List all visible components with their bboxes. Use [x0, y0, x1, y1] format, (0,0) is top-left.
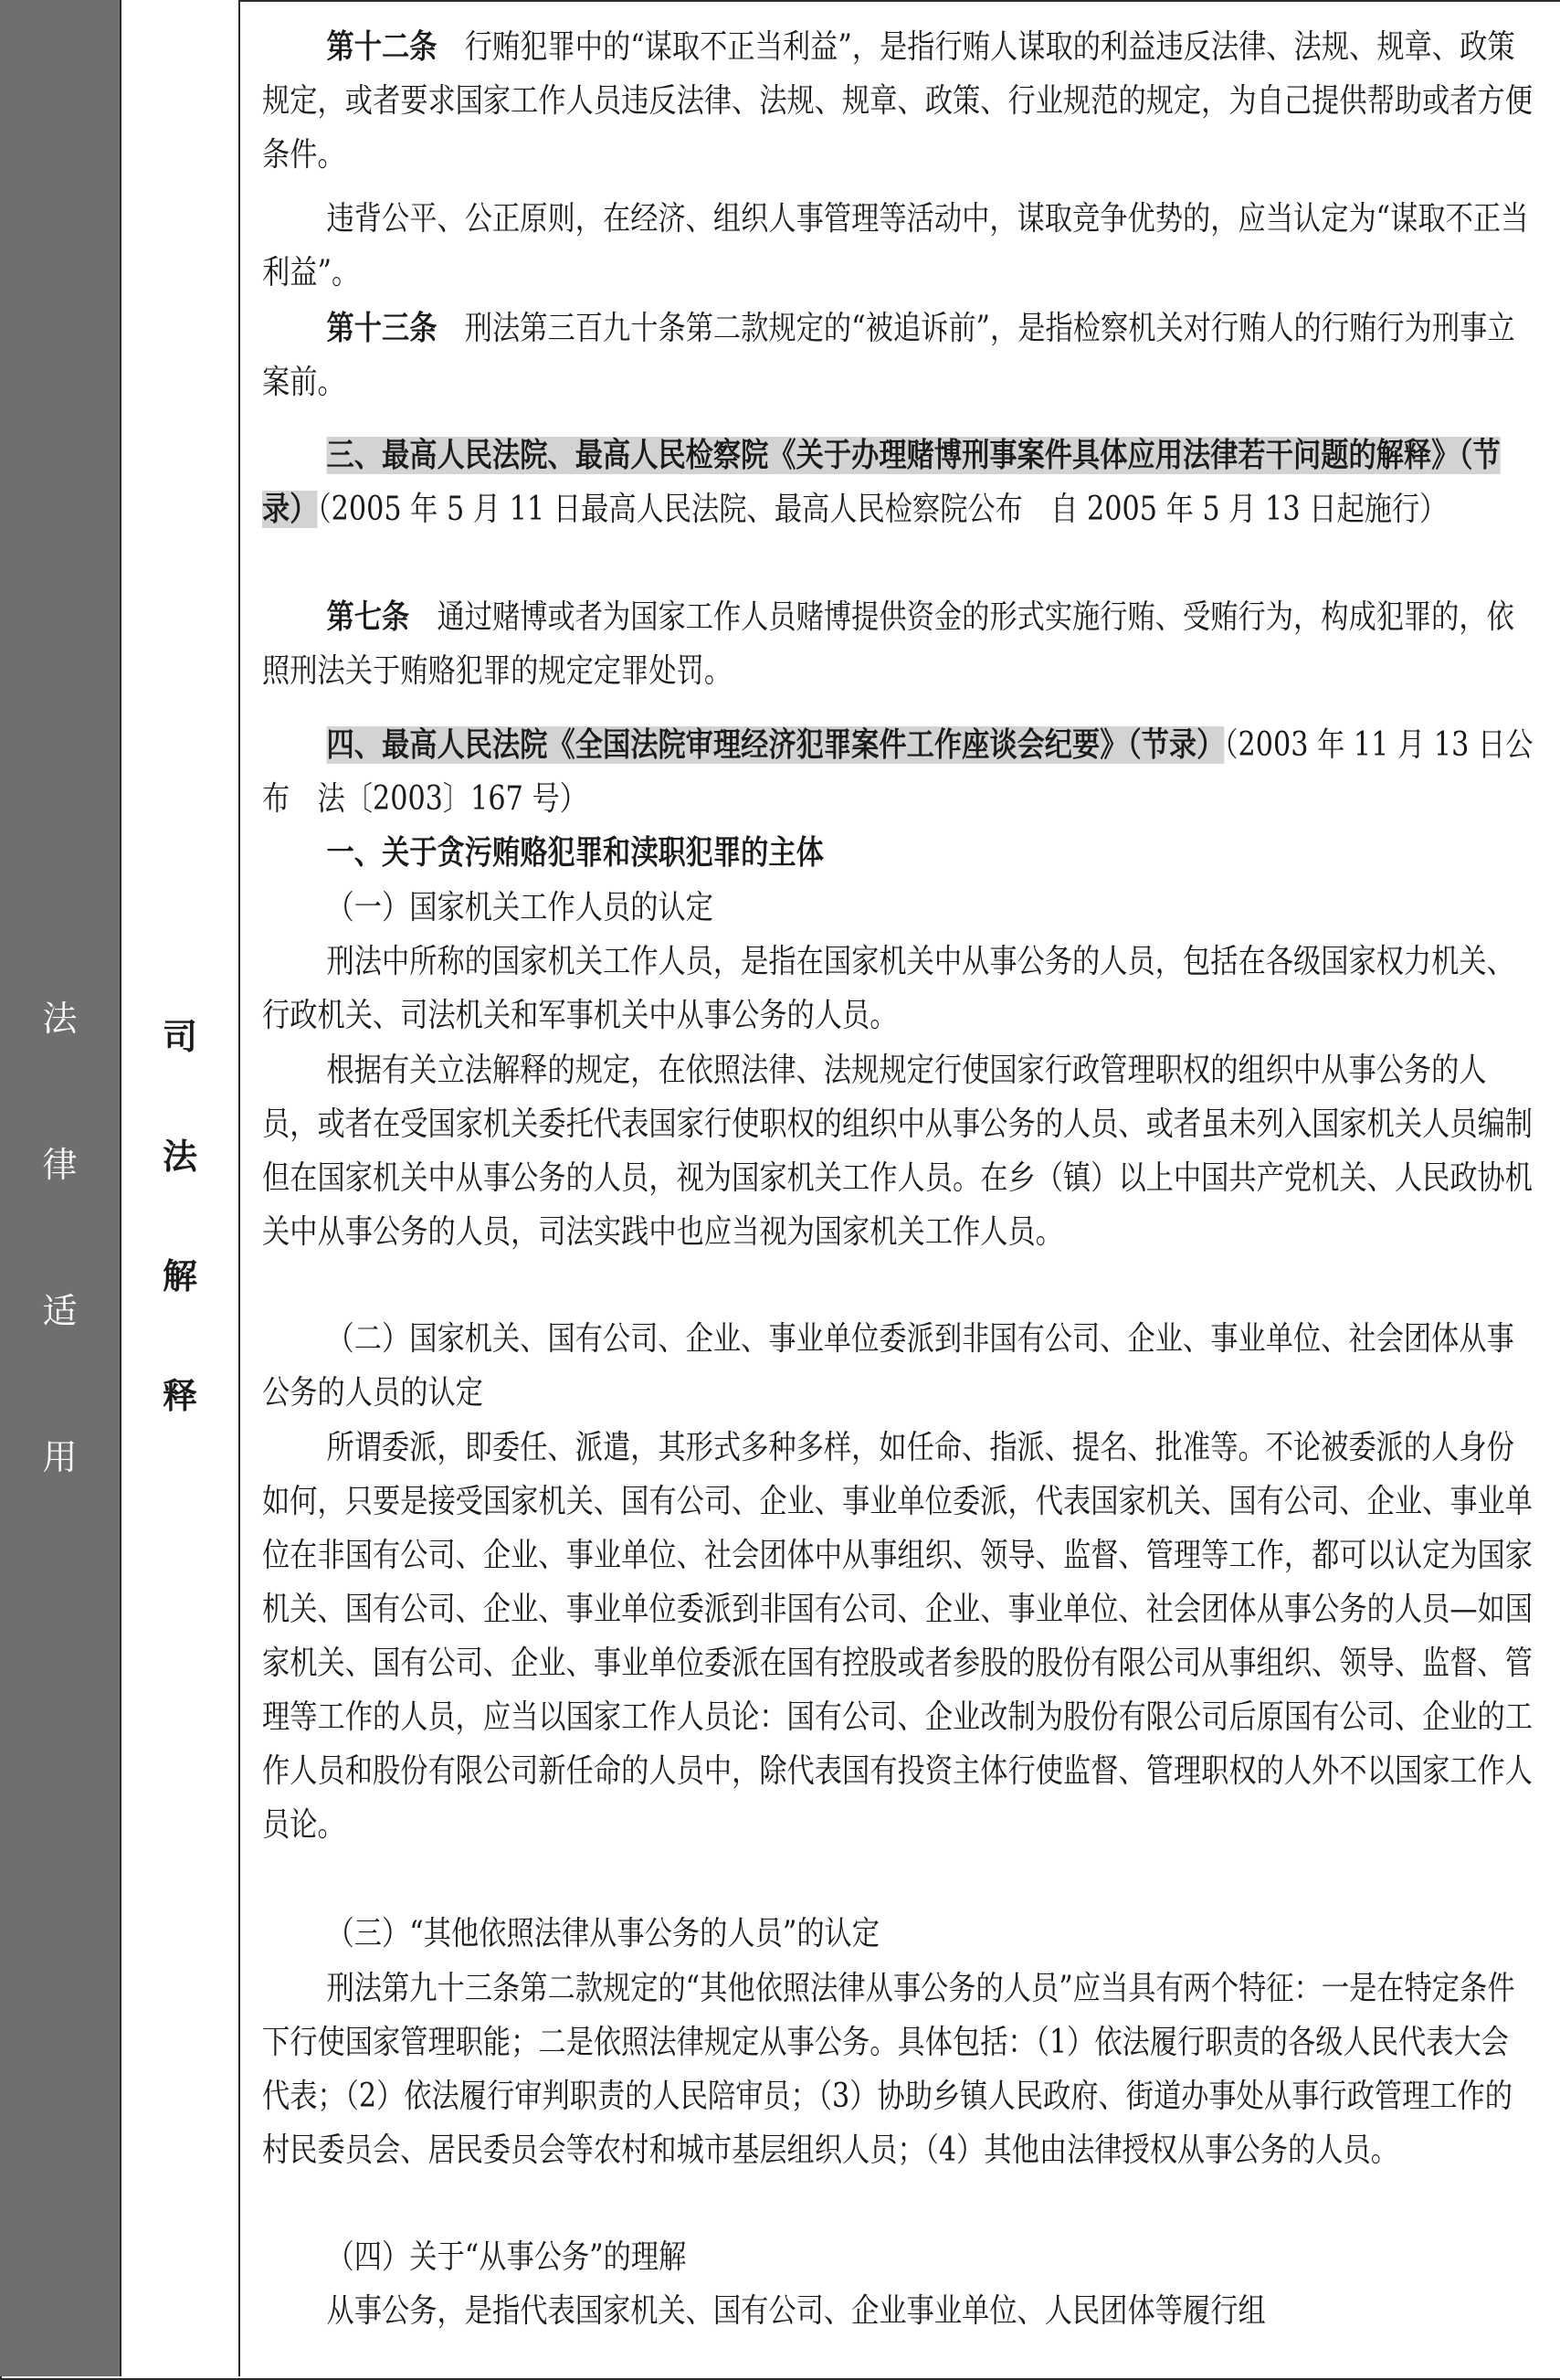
subcategory-label: 司 法 解 释 — [162, 1017, 197, 1416]
article-12-paragraph — [262, 20, 1535, 182]
subsection-1-heading: 一、关于贪污贿赂犯罪和渎职犯罪的主体 — [326, 834, 824, 872]
item-2-paragraph-1: 所谓委派，即委任、派遣，其形式多种多样，如任命、指派、提名、批准等。不论被委派的人身份如何，只要是接受国家机关、国有公司、企业、事业单位委派，代表国家机关、国有公司、企业、事业单位在非国有公司、企业、事业单位、社会团体中从事组织、领导、监督、管理等工作，都可以认定为国家机关、国有公司、企业、事业单位委派到非国有公司、企业、事业单位、社会团体从事公务的人员—如国家机关、国有公司、企业、事业单位委派在国有控股或者参股的股份有限公司从事组织、领导、监督、管理等工作的人员，应当以国家工作人员论：国有公司、企业改制为股份有限公司后原国有公司、企业的工作人员和股份有限公司新任命的人员中，除代表国有投资主体行使监督、管理职权的人外不以国家工作人员论。 — [262, 1429, 1534, 1844]
item-4-paragraph-1: 从事公务，是指代表国家机关、国有公司、企业事业单位、人民团体等履行组 — [326, 2292, 1266, 2330]
article-12-text: 行贿犯罪中的“谋取不正当利益”，是指行贿人谋取的利益违反法律、法规、规章、政策规定，或者要求国家工作人员违反法律、法规、规章、政策、行业规范的规定，为自己提供帮助或者方便条件。 — [262, 28, 1534, 174]
item-3-heading: （三）“其他依照法律从事公务的人员”的认定 — [326, 1915, 880, 1952]
subcategory-column — [121, 0, 240, 2376]
section-4-heading: 四、最高人民法院《全国法院审理经济犯罪案件工作座谈会纪要》（节录） — [326, 726, 1225, 764]
article-7-text: 通过赌博或者为国家工作人员赌博提供资金的形式实施行贿、受贿行为，构成犯罪的，依照刑法关于贿赂犯罪的规定定罪处罚。 — [262, 598, 1514, 690]
section-3-meta: （2005 年 5 月 11 日最高人民法院、最高人民检察院公布 自 2005 年 5 月 13 日起施行） — [317, 491, 1448, 528]
article-12-paragraph-2: 违背公平、公正原则，在经济、组织人事管理等活动中，谋取竞争优势的，应当认定为“谋取不正当利益”。 — [262, 200, 1529, 291]
category-label: 法 律 适 用 — [42, 999, 78, 1477]
section-4-heading-block — [262, 718, 1535, 826]
item-1-heading: （一）国家机关工作人员的认定 — [326, 889, 713, 926]
section-4-meta: （2003 年 11 月 13 日公布 法〔2003〕167 号） — [262, 726, 1534, 818]
category-column — [0, 0, 121, 2376]
article-7-title: 第七条 — [326, 598, 410, 636]
item-4-heading: （四）关于“从事公务”的理解 — [326, 2238, 687, 2276]
section-3-heading-block — [262, 428, 1535, 536]
article-13-title: 第十三条 — [326, 310, 437, 347]
article-7-paragraph — [262, 590, 1535, 698]
content-column — [240, 0, 1560, 2376]
article-13-text: 刑法第三百九十条第二款规定的“被追诉前”，是指检察机关对行贿人的行贿行为刑事立案前。 — [262, 310, 1515, 401]
section-3-heading: 三、最高人民法院、最高人民检察院《关于办理赌博刑事案件具体应用法律若干问题的解释》（节录） — [262, 437, 1501, 528]
item-1-paragraph-1: 刑法中所称的国家机关工作人员，是指在国家机关中从事公务的人员，包括在各级国家权力机关、行政机关、司法机关和军事机关中从事公务的人员。 — [262, 943, 1514, 1034]
article-12-title: 第十二条 — [326, 28, 437, 66]
article-13-paragraph — [262, 301, 1535, 409]
item-3-paragraph-1: 刑法第九十三条第二款规定的“其他依照法律从事公务的人员”应当具有两个特征：一是在特定条件下行使国家管理职能；二是依照法律规定从事公务。具体包括：（1）依法履行职责的各级人民代表大会代表；（2）依法履行审判职责的人民陪审员；（3）协助乡镇人民政府、街道办事处从事行政管理工作的村民委员会、居民委员会等农村和城市基层组织人员；（4）其他由法律授权从事公务的人员。 — [262, 1970, 1515, 2169]
item-2-heading: （二）国家机关、国有公司、企业、事业单位委派到非国有公司、企业、事业单位、社会团体从事公务的人员的认定 — [262, 1320, 1514, 1412]
item-1-paragraph-2: 根据有关立法解释的规定，在依照法律、法规规定行使国家行政管理职权的组织中从事公务的人员，或者在受国家机关委托代表国家行使职权的组织中从事公务的人员、或者虽未列入国家机关人员编制但在国家机关中从事公务的人员，视为国家机关工作人员。在乡（镇）以上中国共产党机关、人民政协机关中从事公务的人员，司法实践中也应当视为国家机关工作人员。 — [262, 1052, 1534, 1251]
